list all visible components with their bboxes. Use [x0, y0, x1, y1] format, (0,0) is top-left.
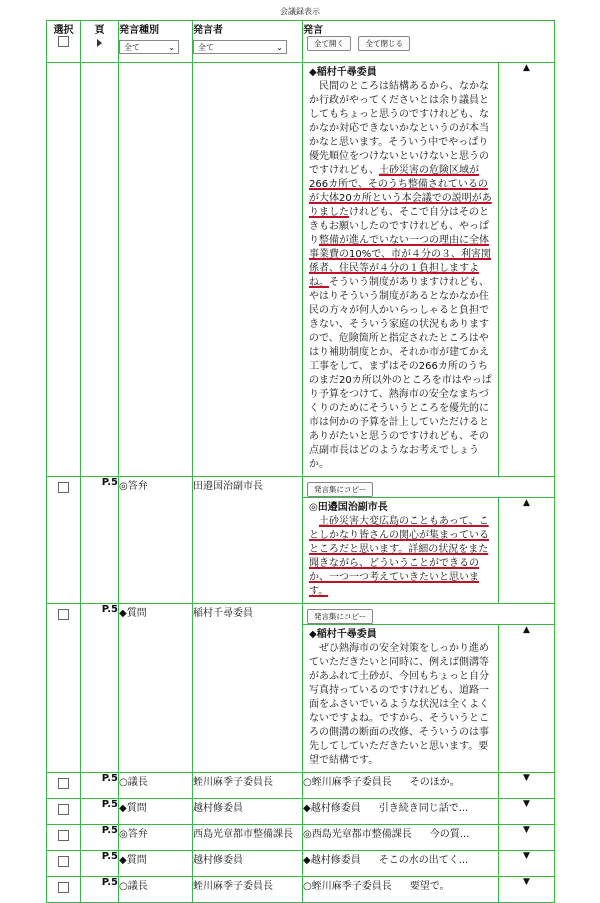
speech-summary[interactable] [303, 825, 499, 851]
row-speaker: 西島光章都市整備課長 [193, 825, 303, 851]
speech-highlight: 土砂災害大変広島のこともあって、ことしかなり皆さんの関心が集まっているところだと思います。詳細の状況をまた聞きながら、どういうことができるのか、一つ一つ考えていきたいと思います。 [309, 516, 489, 597]
kind-header-label: 発言種別 [119, 25, 159, 36]
collapse-up-icon[interactable]: ▲ [499, 63, 555, 477]
table-row [47, 477, 555, 498]
kind-filter-value: 全て [124, 43, 140, 52]
speech-speaker: ◆稲村千尋委員 [309, 629, 377, 640]
speech-excerpt: そこの水の出てく... [378, 855, 469, 866]
page-header-label: 頁 [94, 25, 105, 36]
speaker-header-label: 発言者 [193, 25, 223, 36]
row-kind: ○議長 [119, 773, 193, 799]
row-speaker: 蛭川麻季子委員長 [193, 877, 303, 903]
collapse-up-icon[interactable]: ▲ [499, 498, 555, 604]
row-page: P.5 [81, 604, 119, 773]
row-page: P.5 [81, 799, 119, 825]
page-header[interactable] [81, 21, 119, 63]
speaker-filter-select[interactable] [193, 40, 287, 54]
sort-arrow-icon[interactable] [97, 39, 102, 47]
speaker-header [193, 21, 303, 63]
table-row [47, 773, 555, 799]
copy-to-collection-button[interactable]: 発言集にコピー [307, 609, 373, 624]
row-select [47, 799, 81, 825]
speech-speaker: ◆越村修委員 [303, 855, 361, 866]
row-kind: ◆質問 [119, 604, 193, 773]
expand-down-icon[interactable]: ▼ [499, 773, 555, 799]
speech-text: ぜひ熱海市の安全対策をしっかり進めていただきたいと同時に、例えば側溝等があふれて土砂が、今回もちょっと自分写真持っているのですけれども、道路一面をふさいでいるような状況は全くよくないですよね。ですから、そういうところの側溝の断面の改修、そういうのは事先してしていただきたいと思います。要望で結構です。 [309, 643, 489, 766]
empty-cell [119, 63, 193, 477]
row-select [47, 877, 81, 903]
speech-speaker: ◆越村修委員 [303, 803, 361, 814]
table-row [47, 851, 555, 877]
row-speaker: 田邉国治副市長 [193, 477, 303, 604]
speech-speaker: ◆稲村千尋委員 [309, 67, 377, 78]
kind-filter-select[interactable] [119, 40, 179, 54]
row-kind: ◎答弁 [119, 825, 193, 851]
page-title: 会議録表示 [280, 7, 320, 16]
speech-body [303, 498, 499, 604]
speech-header-label: 発言 [303, 25, 323, 36]
empty-cell [193, 63, 303, 477]
empty-cell [47, 63, 81, 477]
row-page: P.5 [81, 877, 119, 903]
table-row [47, 604, 555, 625]
speech-summary[interactable] [303, 877, 499, 903]
expand-down-icon[interactable]: ▼ [499, 877, 555, 903]
speech-body [303, 625, 499, 773]
select-header-label: 選択 [53, 25, 74, 36]
expand-down-icon[interactable]: ▼ [499, 825, 555, 851]
row-kind: ◆質問 [119, 851, 193, 877]
collapse-up-icon[interactable]: ▲ [499, 625, 555, 773]
row-kind: ◆質問 [119, 799, 193, 825]
speech-speaker: ○蛭川麻季子委員長 [303, 777, 392, 788]
speech-summary[interactable] [303, 851, 499, 877]
speech-highlight: 整備が進んでいない一つの理由に全体事業費の10%で、市が４分の３、利害関係者、住民等が４分の１負担しますよね。 [309, 235, 492, 288]
speaker-filter-value: 全て [198, 43, 214, 52]
empty-cell [81, 63, 119, 477]
speech-text [309, 80, 494, 472]
row-page: P.5 [81, 773, 119, 799]
open-all-button[interactable]: 全て開く [307, 36, 351, 51]
speech-text-part: けれども、そこで自分はそのときもお願いしたのですけれども、やっぱり [309, 207, 489, 246]
row-speaker: 稲村千尋委員 [193, 604, 303, 773]
copy-to-collection-button[interactable]: 発言集にコピー [307, 482, 373, 497]
speech-summary[interactable] [303, 799, 499, 825]
row-select [47, 825, 81, 851]
speech-summary[interactable] [303, 773, 499, 799]
row-page: P.5 [81, 851, 119, 877]
row-kind: ○議長 [119, 877, 193, 903]
copy-cell [303, 604, 555, 625]
chevron-down-icon: ⌄ [168, 43, 175, 52]
row-checkbox[interactable] [58, 778, 69, 789]
speech-text-part: そういう制度がありますけれども、やはりそういう制度があるとなかなか住民の方々が何人かいらっしゃると負担できない、そういう家庭の状況もありますので、危険箇所と指定されたところはやはり補助制度とか、それか市が建てかえ工事をして、まずはその266カ所のうちのまだ20カ所以外のところを市はやっぱり予算をつけて、熱海市の安全なまちづくりのためにそういうところを優先的に市は何かの予算を計上していただけるとありがたいと思うのですけれども、その点副市長はどのようなお考えでしょうか。 [309, 277, 492, 470]
row-page: P.5 [81, 825, 119, 851]
select-header [47, 21, 81, 63]
row-checkbox[interactable] [58, 856, 69, 867]
row-select [47, 604, 81, 773]
kind-header [119, 21, 193, 63]
select-all-checkbox[interactable] [58, 36, 69, 47]
row-select [47, 477, 81, 604]
row-checkbox[interactable] [58, 609, 69, 620]
table-row [47, 799, 555, 825]
row-checkbox[interactable] [58, 882, 69, 893]
expand-down-icon[interactable]: ▼ [499, 799, 555, 825]
copy-cell [303, 477, 555, 498]
speech-excerpt: 引き続き同じ話で... [378, 803, 469, 814]
row-speaker: 蛭川麻季子委員長 [193, 773, 303, 799]
row-select [47, 773, 81, 799]
row-kind: ◎答弁 [119, 477, 193, 604]
header-row [47, 21, 555, 63]
expand-down-icon[interactable]: ▼ [499, 851, 555, 877]
speech-speaker: ○蛭川麻季子委員長 [303, 881, 392, 892]
speech-excerpt: そのほか。 [409, 777, 460, 788]
chevron-down-icon: ⌄ [276, 43, 283, 52]
records-table [46, 20, 555, 903]
table-row [47, 877, 555, 903]
row-page: P.5 [81, 477, 119, 604]
close-all-button[interactable]: 全て閉じる [358, 36, 410, 51]
speech-excerpt: 今の質... [429, 829, 470, 840]
speech-header [303, 21, 555, 63]
speech-highlight: 土砂災害の危険区域が266カ所で、そのうち整備されているのが大体20カ所という本会議での説明がありました [309, 165, 492, 218]
row-speaker: 越村修委員 [193, 851, 303, 877]
speech-text-part: 民間のところは結構あるから、なかなか行政がやってくださいとは余り議員としてもちょっと思うのですけれども、なかなか対応できないかなというのが本当かなと思います。そういう中でやっぱり優先順位をつけないといけないと思うのですけれども、 [309, 81, 489, 176]
speech-excerpt: 要望で。 [409, 881, 450, 892]
speech-row [47, 63, 555, 477]
speech-speaker: ◎田邉国治副市長 [309, 502, 388, 513]
row-speaker: 越村修委員 [193, 799, 303, 825]
speech-speaker: ◎西島光章都市整備課長 [303, 829, 412, 840]
row-checkbox[interactable] [58, 804, 69, 815]
speech-body [303, 63, 499, 477]
row-checkbox[interactable] [58, 482, 69, 493]
row-select [47, 851, 81, 877]
table-row [47, 825, 555, 851]
